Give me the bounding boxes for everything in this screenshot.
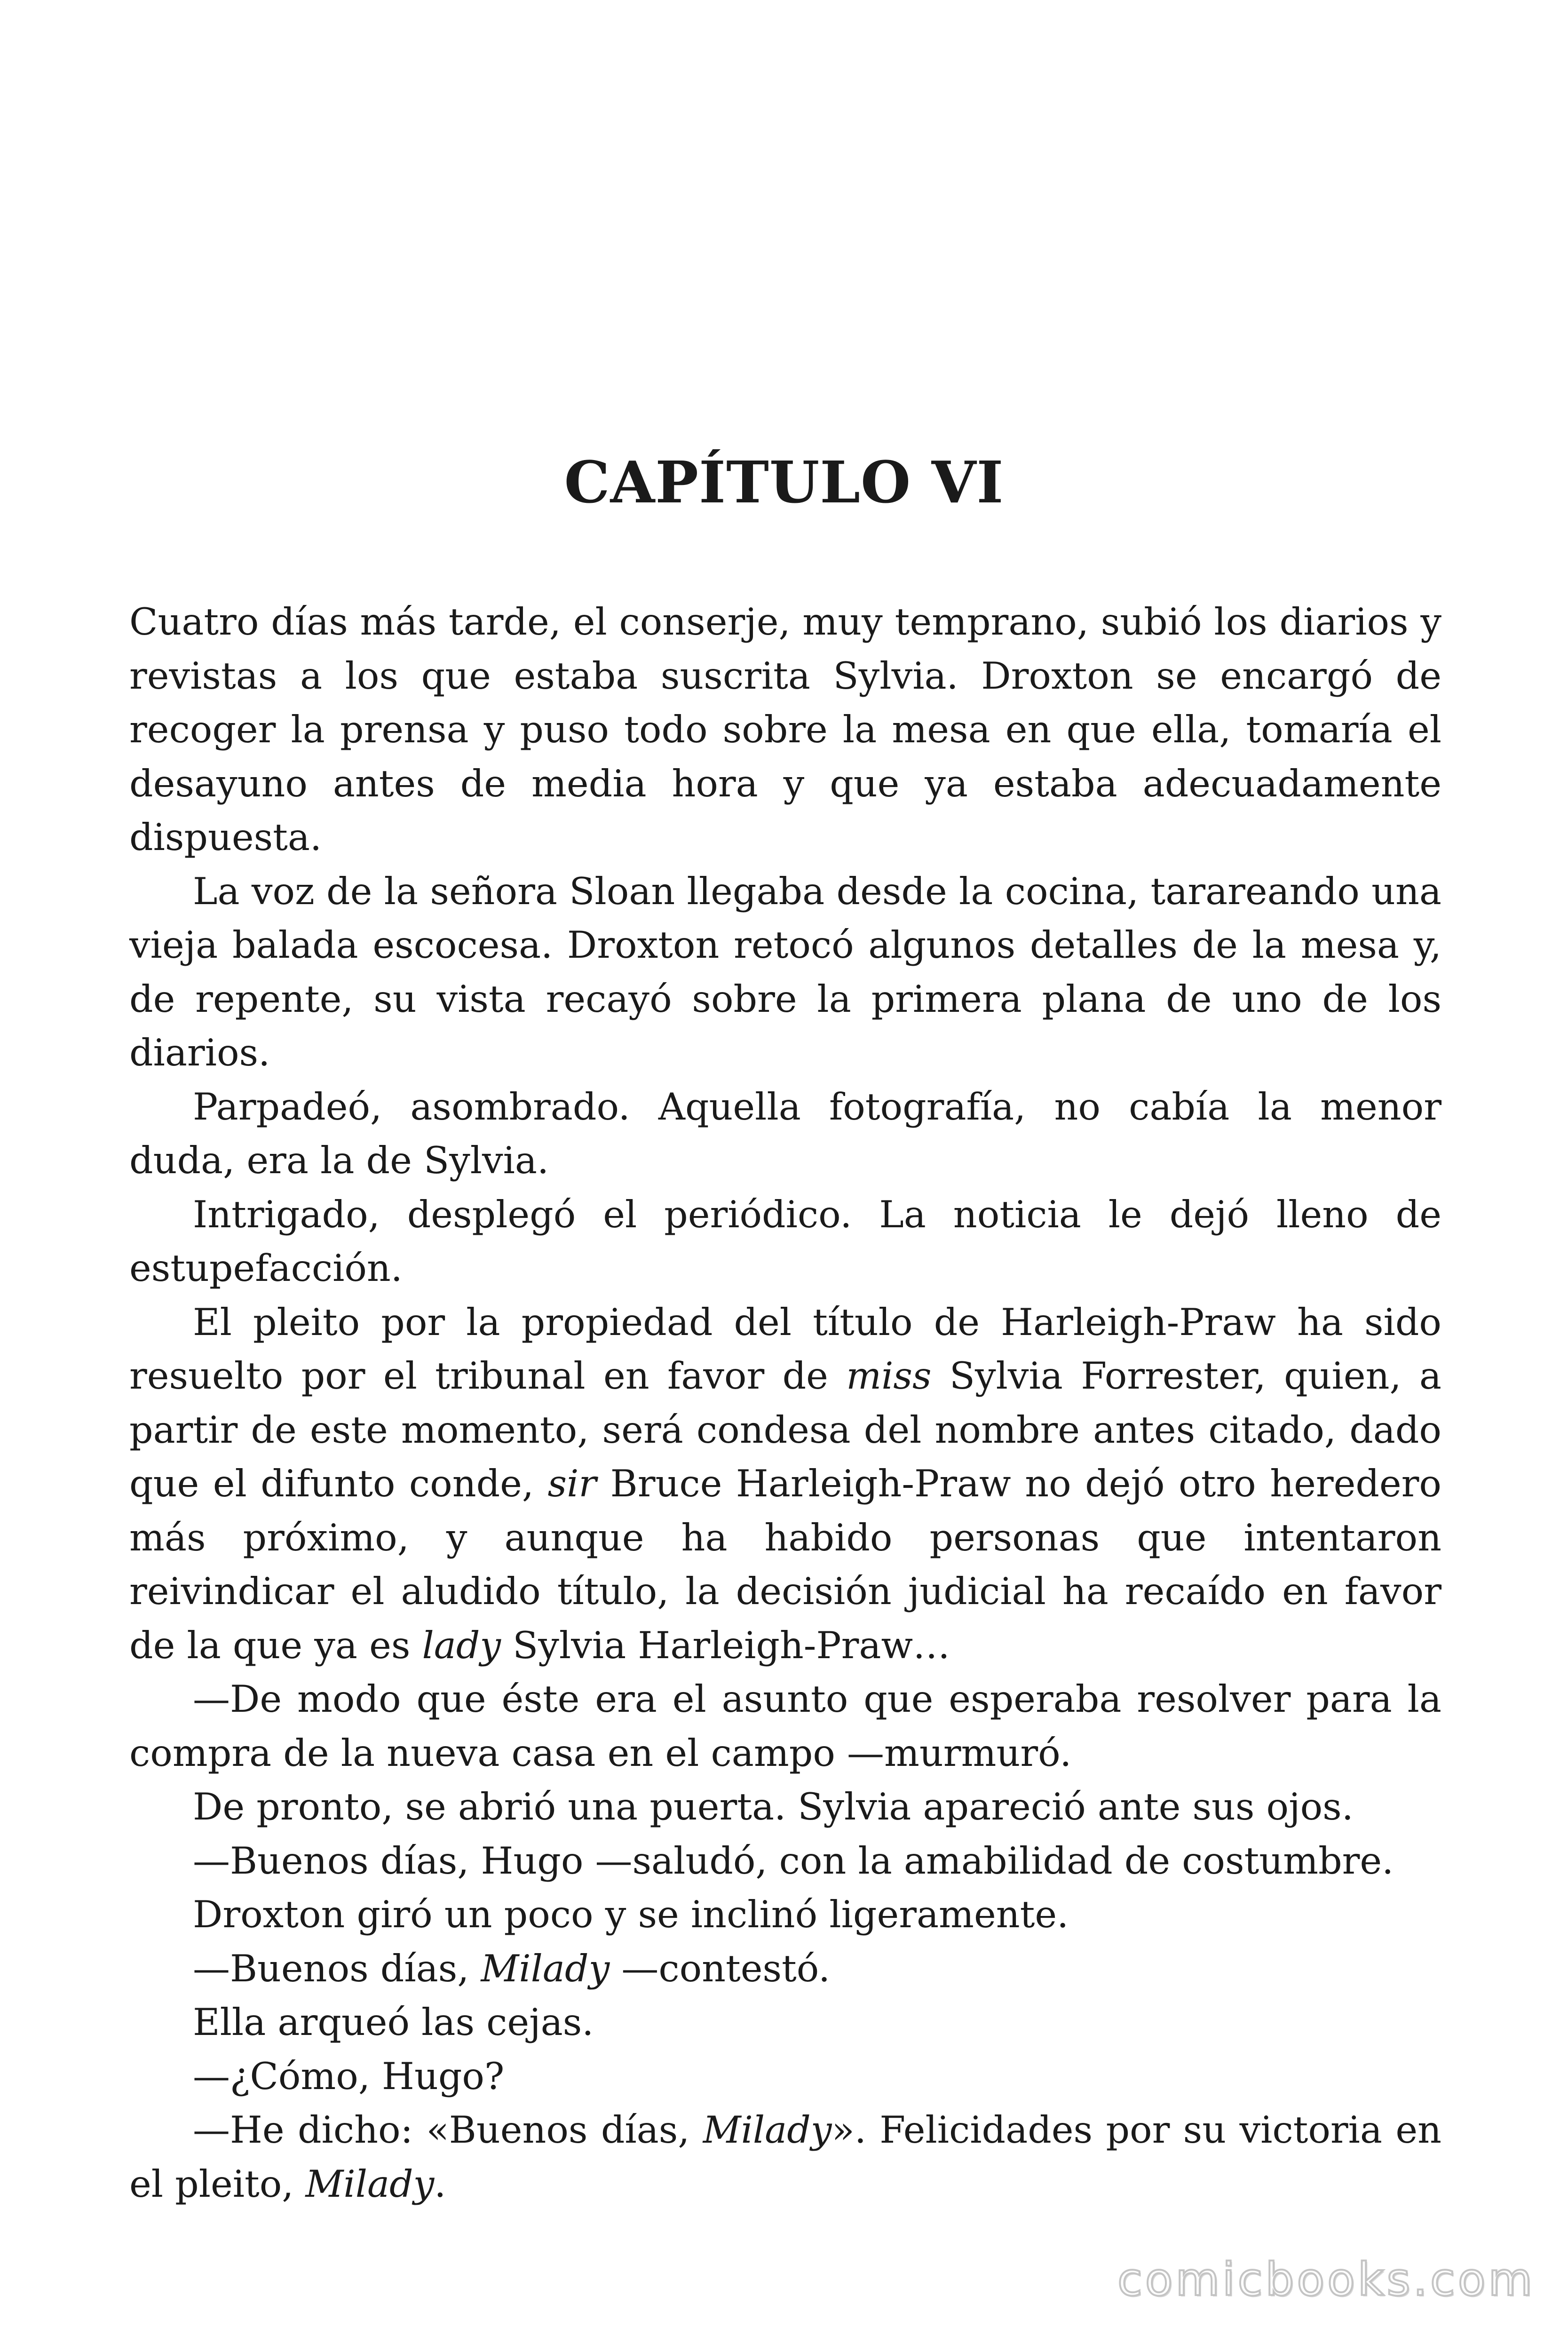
text-segment: De pronto, se abrió una puerta. Sylvia apareció ante sus ojos. bbox=[193, 1785, 1354, 1828]
text-segment: Intrigado, desplegó el periódico. La noticia le dejó lleno de estupefacción. bbox=[129, 1192, 1441, 1290]
italic-segment: Milady bbox=[481, 1947, 610, 1990]
italic-segment: miss bbox=[846, 1354, 932, 1398]
paragraph bbox=[129, 1295, 1441, 1673]
text-segment: Sylvia Harleigh-Praw… bbox=[501, 1623, 950, 1667]
watermark: comicbooks.com bbox=[1117, 2253, 1535, 2306]
paragraph bbox=[129, 595, 1441, 865]
text-segment: —De modo que éste era el asunto que esperaba resolver para la compra de la nueva casa en el campo —murmuró. bbox=[129, 1677, 1441, 1775]
italic-segment: lady bbox=[422, 1623, 501, 1667]
paragraph bbox=[129, 1834, 1441, 1888]
text-segment: —contestó. bbox=[610, 1947, 831, 1990]
paragraph bbox=[129, 1780, 1441, 1834]
chapter-body bbox=[129, 595, 1441, 2211]
text-segment: Ella arqueó las cejas. bbox=[193, 2001, 594, 2044]
italic-segment: sir bbox=[547, 1462, 597, 1505]
text-segment: Cuatro días más tarde, el conserje, muy temprano, subió los diarios y revistas a los que estaba suscrita Sylvia. Droxton se encargó de recoger la prensa y puso todo sobre la mesa en que ella, tomaría el desayuno antes de media hora y que ya estaba adecuadamente dispuesta. bbox=[129, 600, 1441, 859]
italic-segment: Milady bbox=[703, 2108, 832, 2152]
text-segment: Parpadeó, asombrado. Aquella fotografía, no cabía la menor duda, era la de Sylvia. bbox=[129, 1085, 1441, 1182]
text-segment: Droxton giró un poco y se inclinó ligeramente. bbox=[193, 1893, 1069, 1936]
paragraph bbox=[129, 2103, 1441, 2211]
text-segment: Bruce Harleigh-Praw no dejó otro heredero más próximo, y aunque ha habido personas que intentaron reivindicar el aludido título, la decisión judicial ha recaído en favor de la que ya es bbox=[129, 1462, 1441, 1667]
text-segment: El pleito por la propiedad del título de Harleigh-Praw ha sido resuelto por el tribunal en favor de bbox=[129, 1300, 1441, 1398]
text-segment: —Buenos días, bbox=[193, 1947, 481, 1990]
text-segment: —Buenos días, Hugo —saludó, con la amabilidad de costumbre. bbox=[193, 1839, 1394, 1883]
paragraph bbox=[129, 1188, 1441, 1295]
text-segment: Sylvia Forrester, quien, a partir de este momento, será condesa del nombre antes citado, dado que el difunto conde, bbox=[129, 1354, 1441, 1505]
text-segment: ». Felicidades por su victoria en el pleito, bbox=[129, 2108, 1441, 2206]
paragraph bbox=[129, 865, 1441, 1080]
paragraph bbox=[129, 1672, 1441, 1780]
paragraph bbox=[129, 1942, 1441, 1996]
paragraph bbox=[129, 2050, 1441, 2104]
text-segment: —¿Cómo, Hugo? bbox=[193, 2054, 505, 2098]
text-segment: La voz de la señora Sloan llegaba desde la cocina, tarareando una vieja balada escocesa. Droxton retocó algunos detalles de la mesa y, de repente, su vista recayó sobre la primera plana de uno de los diarios. bbox=[129, 869, 1441, 1074]
text-segment: —He dicho: «Buenos días, bbox=[193, 2108, 703, 2152]
text-segment: . bbox=[434, 2162, 446, 2206]
chapter-title: CAPÍTULO VI bbox=[564, 448, 1004, 516]
paragraph bbox=[129, 1888, 1441, 1942]
paragraph bbox=[129, 1080, 1441, 1188]
paragraph bbox=[129, 1995, 1441, 2050]
italic-segment: Milady bbox=[305, 2162, 435, 2206]
